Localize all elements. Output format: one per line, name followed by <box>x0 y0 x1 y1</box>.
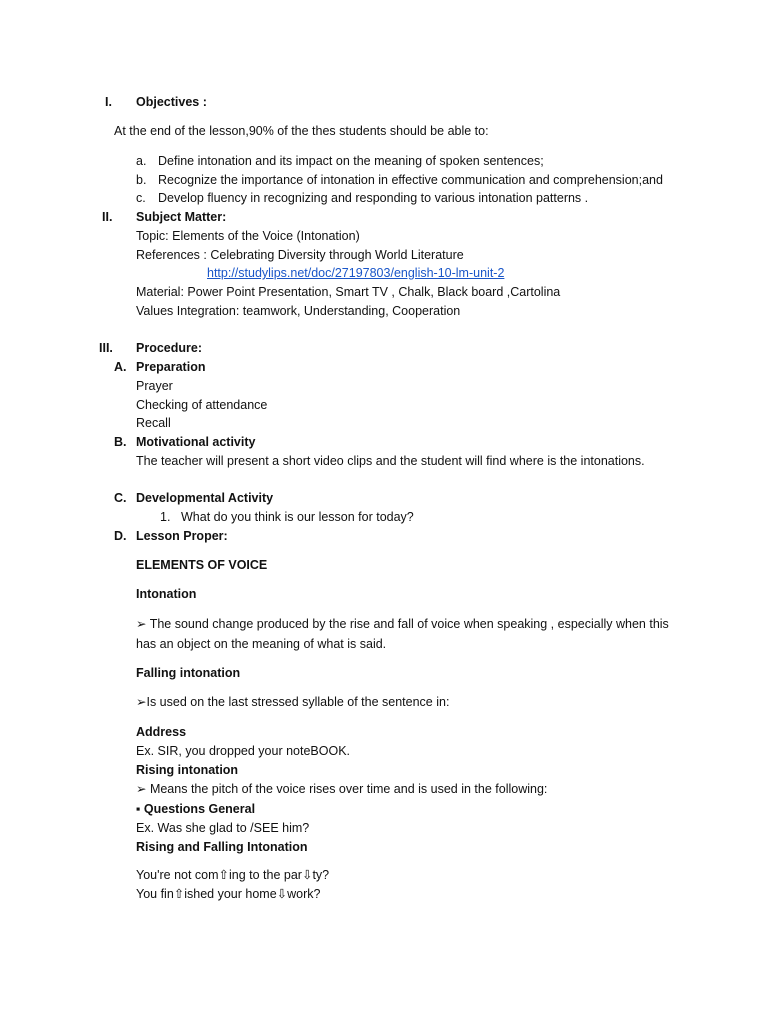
questions-general-heading: ▪ Questions General <box>136 802 256 816</box>
rising-falling-example: You're not com⇧ing to the par⇩ty? <box>136 868 330 882</box>
procedure-letter-d: D. <box>114 529 127 543</box>
procedure-heading: Procedure: <box>136 341 202 355</box>
procedure-letter-c: C. <box>114 491 127 505</box>
address-heading: Address <box>136 725 187 739</box>
address-example: Ex. SIR, you dropped your noteBOOK. <box>136 744 351 758</box>
rising-falling-example: You fin⇧ished your home⇩work? <box>136 887 321 901</box>
section-numeral-subject-matter: II. <box>102 210 113 224</box>
rising-intonation-definition: ➢ Means the pitch of the voice rises over time and is used in the following: <box>136 782 548 796</box>
objectives-intro: At the end of the lesson,90% of the thes students should be able to: <box>114 124 489 138</box>
intonation-heading: Intonation <box>136 587 197 601</box>
subject-material: Material: Power Point Presentation, Smart TV , Chalk, Black board ,Cartolina <box>136 285 561 299</box>
objective-item-b: Recognize the importance of intonation in effective communication and comprehension;and <box>158 173 663 187</box>
questions-example: Ex. Was she glad to /SEE him? <box>136 821 310 835</box>
objective-item-c: Develop fluency in recognizing and responding to various intonation patterns . <box>158 191 589 205</box>
elements-of-voice-heading: ELEMENTS OF VOICE <box>136 558 268 572</box>
objective-item-a: Define intonation and its impact on the meaning of spoken sentences; <box>158 154 544 168</box>
subject-topic: Topic: Elements of the Voice (Intonation) <box>136 229 360 243</box>
intonation-definition: ➢ The sound change produced by the rise and fall of voice when speaking , especially when this <box>136 617 669 631</box>
reference-link[interactable]: http://studylips.net/doc/27197803/english-10-lm-unit-2 <box>207 266 505 280</box>
objectives-heading: Objectives : <box>136 95 207 109</box>
developmental-item-marker: 1. <box>160 510 171 524</box>
subject-matter-heading: Subject Matter: <box>136 210 227 224</box>
intonation-definition-cont: has an object on the meaning of what is said. <box>136 637 387 651</box>
preparation-line: Recall <box>136 416 171 430</box>
section-numeral-objectives: I. <box>105 95 112 109</box>
motivational-heading: Motivational activity <box>136 435 256 449</box>
subject-references: References : Celebrating Diversity through World Literature <box>136 248 464 262</box>
falling-intonation-definition: ➢Is used on the last stressed syllable of the sentence in: <box>136 695 450 709</box>
preparation-heading: Preparation <box>136 360 206 374</box>
subject-values: Values Integration: teamwork, Understanding, Cooperation <box>136 304 461 318</box>
objective-marker-c: c. <box>136 191 146 205</box>
falling-intonation-heading: Falling intonation <box>136 666 241 680</box>
rising-falling-heading: Rising and Falling Intonation <box>136 840 308 854</box>
lesson-proper-heading: Lesson Proper: <box>136 529 228 543</box>
section-numeral-procedure: III. <box>99 341 113 355</box>
preparation-line: Checking of attendance <box>136 398 268 412</box>
procedure-letter-b: B. <box>114 435 127 449</box>
objective-marker-b: b. <box>136 173 147 187</box>
preparation-line: Prayer <box>136 379 173 393</box>
objective-marker-a: a. <box>136 154 147 168</box>
rising-intonation-heading: Rising intonation <box>136 763 239 777</box>
motivational-text: The teacher will present a short video clips and the student will find where is the intonations. <box>136 454 645 468</box>
developmental-heading: Developmental Activity <box>136 491 274 505</box>
procedure-letter-a: A. <box>114 360 127 374</box>
developmental-item-text: What do you think is our lesson for today? <box>181 510 414 524</box>
